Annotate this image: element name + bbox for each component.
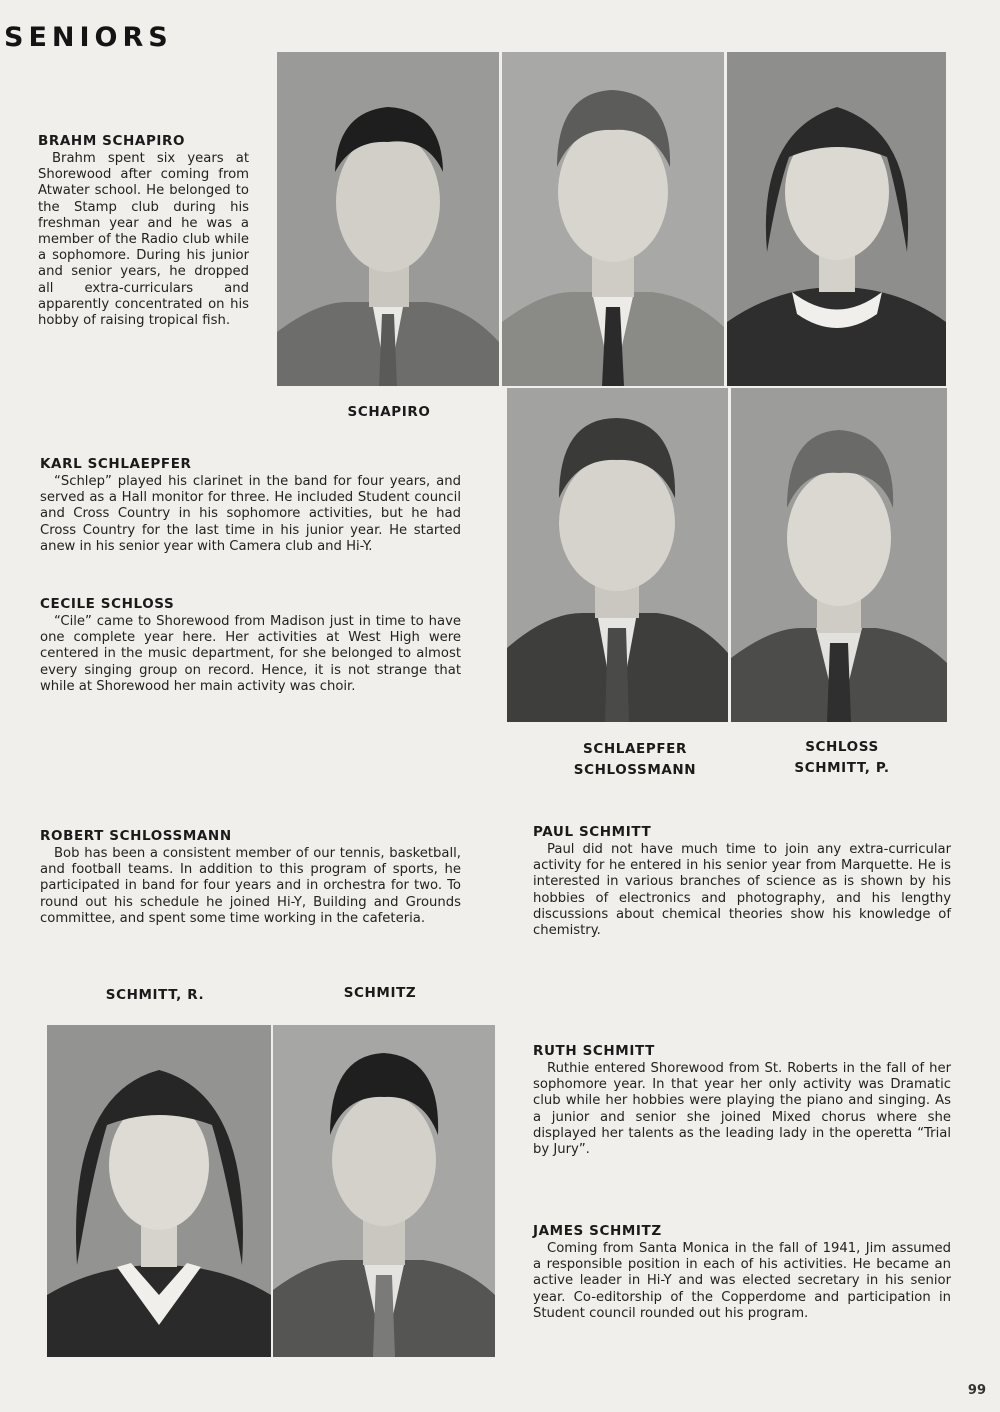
- portrait-photo-schapiro: [277, 52, 499, 386]
- caption-schmitt-p: SCHMITT, P.: [794, 760, 890, 776]
- bio-text: “Schlep” played his clarinet in the band for four years, and served as a Hall monitor for three. He included Student council and Cross Country in his sophomore activities, but he had Cross Country for the last time in his junior year. He started anew in his senior year with Camera club and Hi-Y.: [40, 474, 461, 554]
- bio-schmitt-p: [533, 824, 951, 939]
- bio-text: “Cile” came to Shorewood from Madison just in time to have one complete year here. Her activities at West High were centered in the music department, for she belonged to almost every singing group on record. Hence, it is not strange that while at Shorewood her main activity was choir.: [40, 614, 461, 694]
- bio-name: JAMES SCHMITZ: [533, 1223, 662, 1239]
- portrait-photo-schmitz: [273, 1025, 495, 1357]
- bio-schapiro: [38, 133, 249, 329]
- section-title: SENIORS: [4, 22, 173, 53]
- caption-left-pair: [545, 739, 725, 781]
- bio-name: RUTH SCHMITT: [533, 1043, 655, 1059]
- bio-schloss: [40, 596, 461, 695]
- caption-schapiro: SCHAPIRO: [347, 404, 431, 420]
- caption-schmitt-r: SCHMITT, R.: [105, 987, 205, 1003]
- bio-name: ROBERT SCHLOSSMANN: [40, 828, 232, 844]
- bio-schlossmann: [40, 828, 461, 927]
- caption-schlaepfer: SCHLAEPFER: [583, 741, 687, 757]
- bio-name: CECILE SCHLOSS: [40, 596, 175, 612]
- bio-schmitz: [533, 1223, 951, 1322]
- bio-text: Coming from Santa Monica in the fall of 1941, Jim assumed a responsible position in each of his activities. He became an active leader in Hi-Y and was elected secretary in his senior year. Co-editorship of the Copperdome and participation in Student council rounded out his program.: [533, 1241, 951, 1321]
- caption-schloss: SCHLOSS: [805, 739, 879, 755]
- bio-text: Bob has been a consistent member of our tennis, basketball, and football teams. In addition to this program of sports, he participated in band for four years and in orchestra for two. To round out his schedule he joined Hi-Y, Building and Grounds committee, and spent some time working in the cafeteria.: [40, 846, 461, 926]
- caption-right-pair: [752, 737, 932, 779]
- caption-schlossmann: SCHLOSSMANN: [573, 762, 697, 778]
- portrait-photo-schlossmann: [507, 388, 728, 722]
- portrait-photo-schlaepfer: [502, 52, 724, 386]
- bio-name: BRAHM SCHAPIRO: [38, 133, 186, 149]
- bio-text: Brahm spent six years at Shorewood after coming from Atwater school. He belonged to the Stamp club during his freshman year and he was a member of the Radio club while a sophomore. During his junior and senior years, he dropped all extra-curriculars and apparently concentrated on his hobby of raising tropical fish.: [38, 151, 249, 329]
- bio-text: Ruthie entered Shorewood from St. Roberts in the fall of her sophomore year. In that year her only activity was Dramatic club while her hobbies were playing the piano and singing. As a junior and senior she joined Mixed chorus where she displayed her talents as the leading lady in the operetta “Trial by Jury”.: [533, 1061, 951, 1158]
- portrait-photo-schmitt-p: [731, 388, 947, 722]
- page-number: 99: [967, 1383, 986, 1398]
- caption-schmitz: SCHMITZ: [343, 985, 417, 1001]
- portrait-photo-schloss: [727, 52, 946, 386]
- bio-schmitt-r: [533, 1043, 951, 1158]
- bio-name: KARL SCHLAEPFER: [40, 456, 192, 472]
- bio-name: PAUL SCHMITT: [533, 824, 652, 840]
- bio-text: Paul did not have much time to join any extra-curricular activity for he entered in his senior year from Marquette. He is interested in various branches of science as is shown by his hobbies of electronics and photography, and his lengthy discussions about chemical theories show his knowledge of chemistry.: [533, 842, 951, 939]
- portrait-photo-schmitt-r: [47, 1025, 271, 1357]
- bio-schlaepfer: [40, 456, 461, 555]
